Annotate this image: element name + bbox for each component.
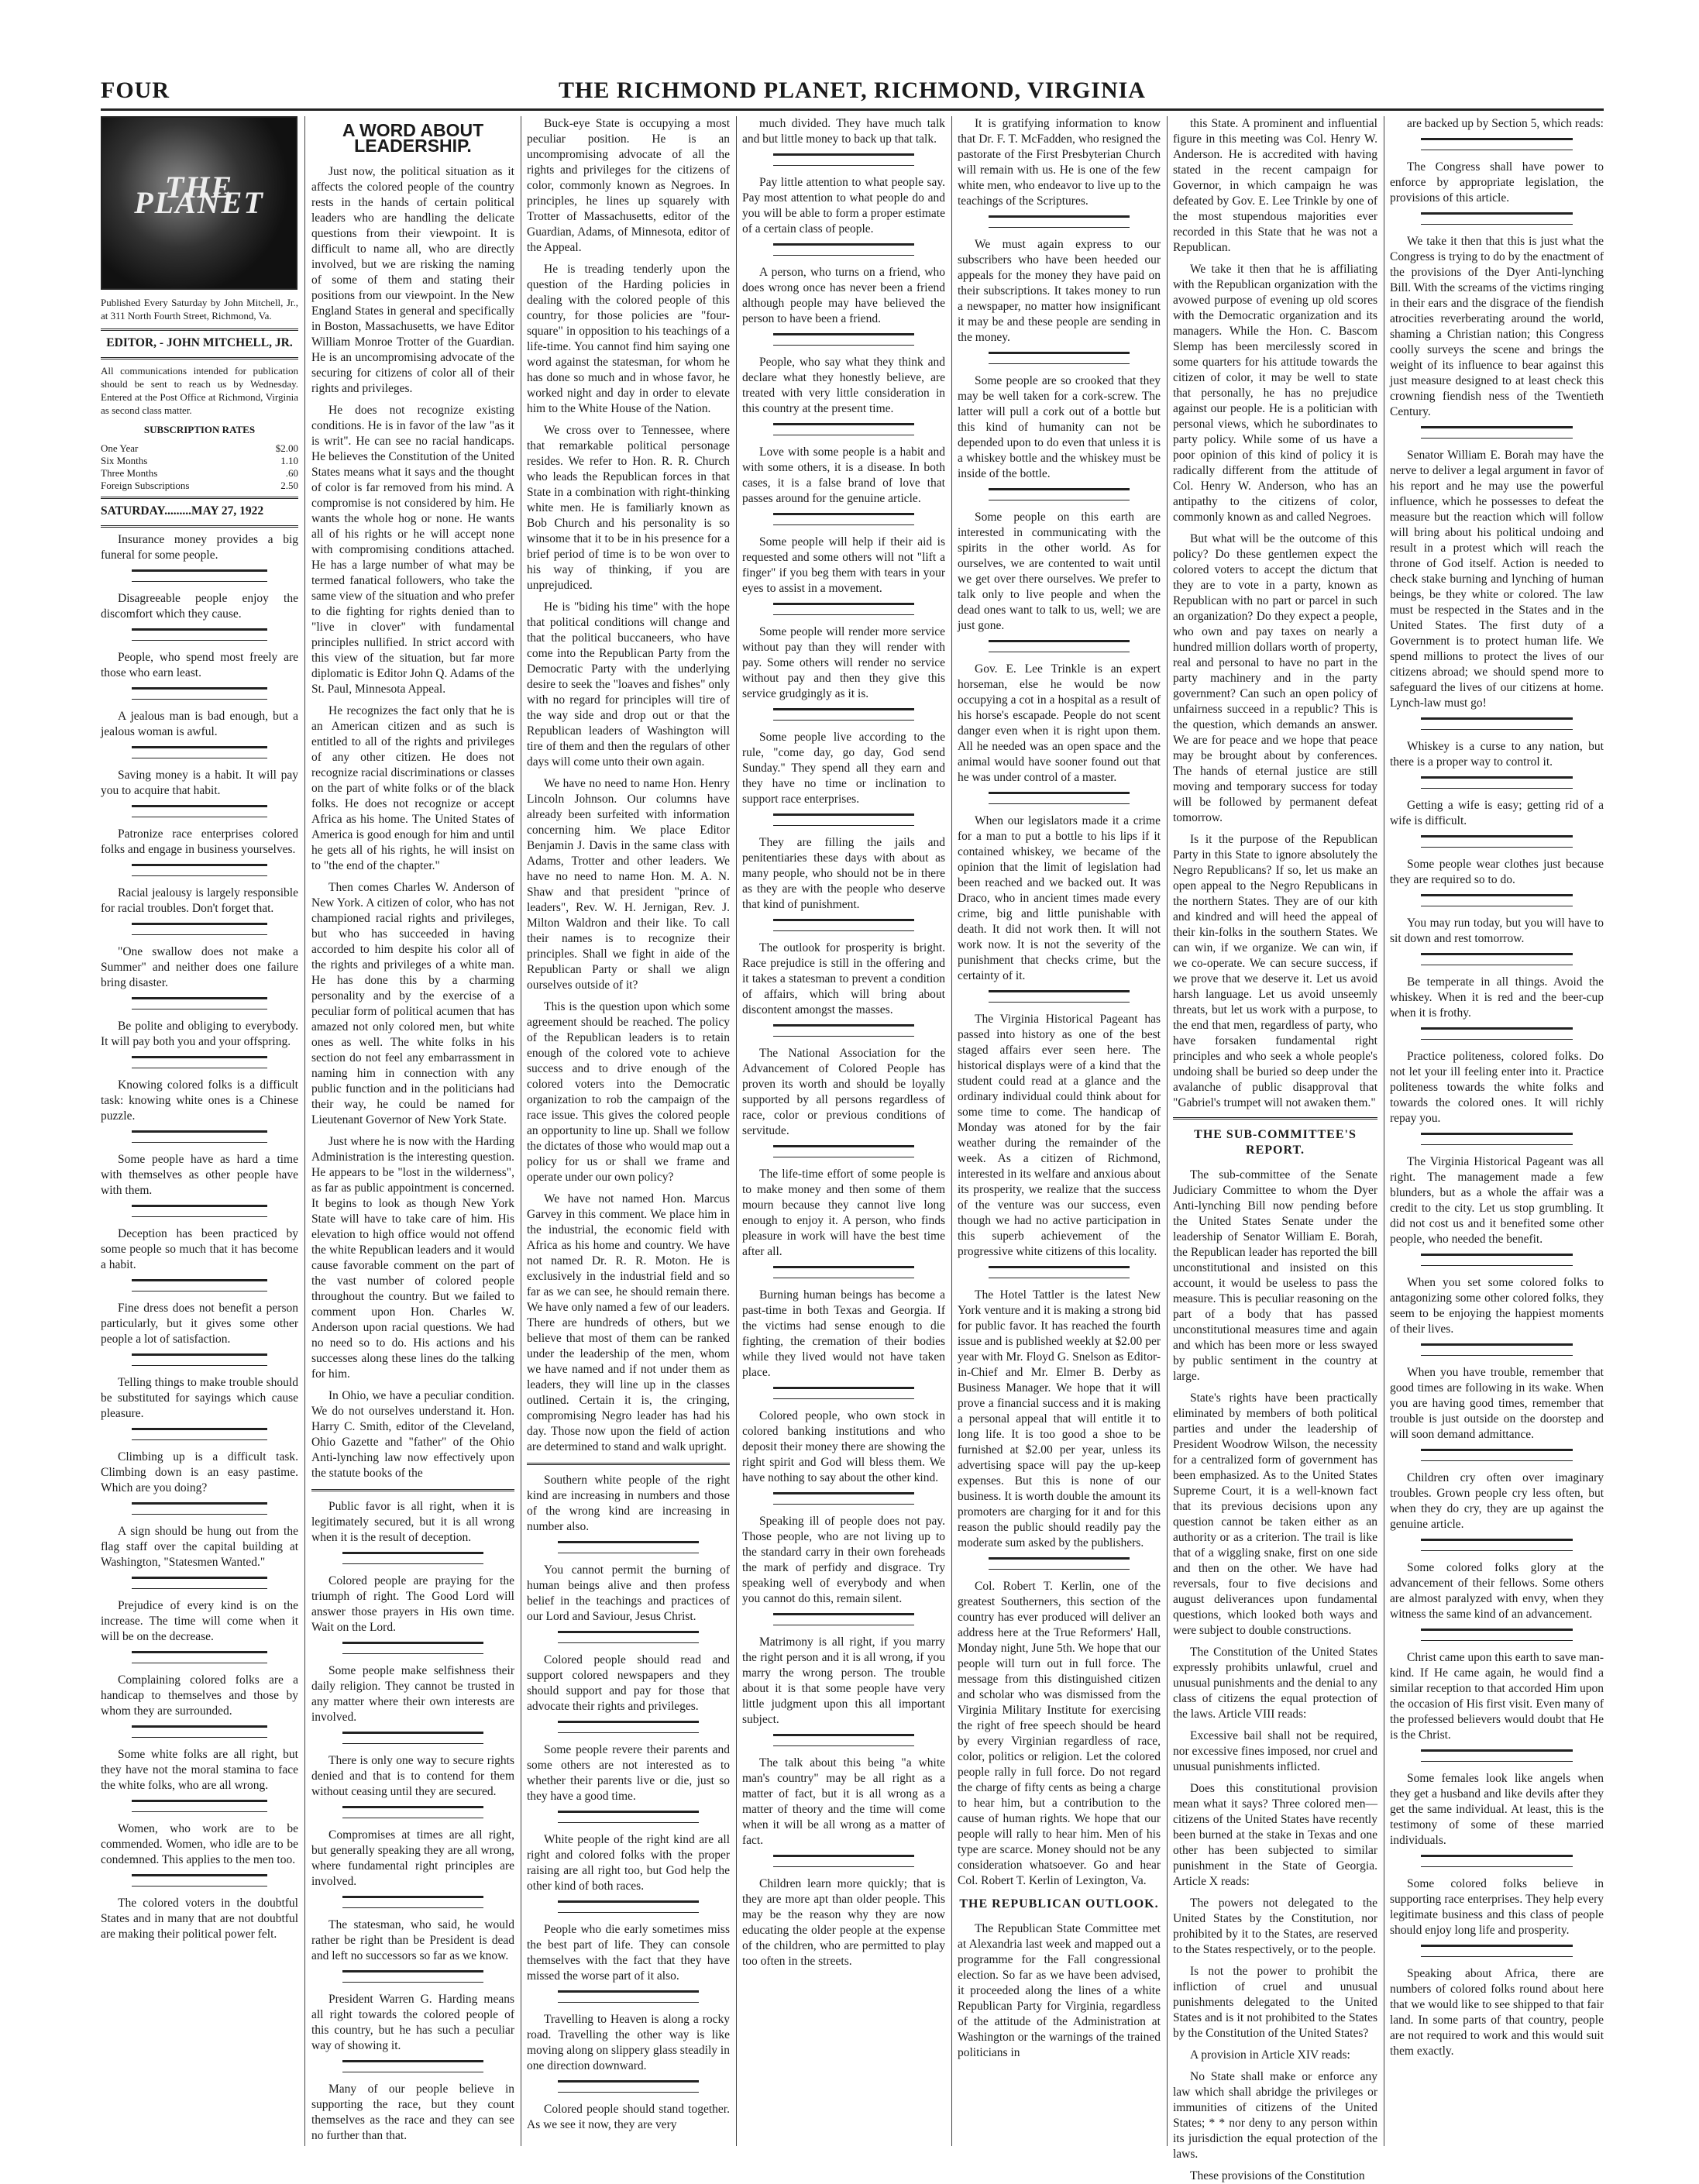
separator-rule xyxy=(132,1725,267,1738)
paragraph: People, who spend most freely are those who earn least. xyxy=(101,651,298,679)
paragraph: Be polite and obliging to everybody. It will pay both you and your offspring. xyxy=(101,1020,298,1048)
paragraph: The statesman, who said, he would rather be right than be President is dead and left no successors so far as we know. xyxy=(311,1918,514,1962)
paragraph: Some people live according to the rule, "come day, go day, God send Sunday." They spend all they earn and they have no time or inclination to support race enterprises. xyxy=(742,731,945,806)
paragraph: The life-time effort of some people is to make money and then some of them mourn because they cannot live long enough to enjoy it. A person, who finds pleasure in work will have the best time after all. xyxy=(742,1168,945,1258)
separator-rule xyxy=(1421,138,1573,150)
publication-info: Published Every Saturday by John Mitchell, Jr., at 311 North Fourth Street, Richmond, Va. xyxy=(101,297,298,322)
paragraph: Just now, the political situation as it affects the colored people of the country rests in the hands of certain political leaders who are handling the delicate questions from their viewpoint. It is difficult to name all, who are directly involved, but we are risking the naming of some of them and stating their positions from our viewpoint. In the New England States in general and specifically in Boston, Massachusetts, we have Editor William Monroe Trotter of the Guardian. He is an uncompromising advocate of the securing for citizens of color all of their rights and privileges. xyxy=(311,165,514,395)
separator-rule xyxy=(132,864,267,876)
separator-rule xyxy=(773,423,914,435)
paragraph: Colored people should read and support colored newspapers and they should support and pay for those that advocate their rights and privileges. xyxy=(527,1653,730,1713)
paragraph: Children learn more quickly; that is they are more apt than older people. This may be the reason why they are now educating the older people at the expense of the children, who are permitted to play too often in the streets. xyxy=(742,1877,945,1968)
paragraph: Gov. E. Lee Trinkle is an expert horseman, else he would be now occupying a cot in a hospital as a result of his horse's escapade. People do not scent danger even when it is right upon them. All he needed was an open space and the animal would have sooner found out that he was under control of a master. xyxy=(958,662,1161,784)
separator-rule xyxy=(132,569,267,582)
paragraph: Some colored folks glory at the advancement of their fellows. Some others are almost paralyzed with envy, when they witness the same kind of an advancement. xyxy=(1390,1561,1604,1621)
separator-rule xyxy=(558,1631,699,1643)
separator-rule xyxy=(989,1266,1130,1278)
separator-rule xyxy=(1421,1254,1573,1266)
separator-rule xyxy=(773,1024,914,1037)
separator-rule xyxy=(773,513,914,525)
separator-rule xyxy=(773,1492,914,1505)
separator-rule xyxy=(342,1970,483,1983)
paragraph: Just where he is now with the Harding Administration is the interesting question. He appears to be "lost in the wilderness", as far as public appointment is concerned. It begins to look as though New York State will have to take care of him. His elevation to high office would not offend the white Republican leaders and it would cause favorable comment on the part of the vast number of colored people throughout the country. But we failed to comment upon Hon. Charles W. Anderson upon racial questions. We had no need so to do. His actions and his successes along these lines do the talking for him. xyxy=(311,1135,514,1381)
subscription-rates xyxy=(101,442,298,492)
paragraph: Does this constitutional provision mean what it says? Three colored men—citizens of the United States have recently been burned at the stake in Texas and one other has been subjected to similar punishment in the State of Georgia. Article X reads: xyxy=(1173,1782,1377,1888)
column-4 xyxy=(742,116,945,2146)
separator-rule xyxy=(1421,1855,1573,1867)
separator-rule xyxy=(132,1874,267,1886)
paragraph: The colored voters in the doubtful States and in many that are not doubtful are making their political power felt. xyxy=(101,1897,298,1941)
paragraph: The Virginia Historical Pageant has passed into history as one of the best staged affairs ever seen here. The historical displays were of a kind that the student could read at a glance and the ordinary individual could think about for some time to come. The handicap of Monday was atoned for by the fair weather during the remainder of the week. As a citizen of Richmond, interested in its welfare and anxious about its prosperity, we realize that the success of the venture was our success, even though we had no active participation in this superb achievement of the progressive white citizens of this locality. xyxy=(958,1013,1161,1258)
paragraph: The Constitution of the United States expressly prohibits unlawful, cruel and unusual punishments and the denial to any class of citizens the equal protection of the laws. Article VIII reads: xyxy=(1173,1646,1377,1721)
paragraph: Whiskey is a curse to any nation, but there is a proper way to control it. xyxy=(1390,740,1604,769)
separator-rule xyxy=(558,2080,699,2093)
separator-rule xyxy=(558,1811,699,1823)
column-7 xyxy=(1390,116,1604,2146)
separator-rule xyxy=(342,1896,483,1908)
paragraph: Excessive bail shall not be required, nor excessive fines imposed, nor cruel and unusual punishments inflicted. xyxy=(1173,1729,1377,1773)
paragraph: Patronize race enterprises colored folks and engage in business yourselves. xyxy=(101,827,298,856)
separator-rule xyxy=(132,1279,267,1291)
paragraph: Some colored folks believe in supporting race enterprises. They help every legitimate business and this class of people should enjoy long life and prosperity. xyxy=(1390,1877,1604,1937)
paragraph: White people of the right kind are all right and colored folks with the proper raising are all right too, but God help the other kind of both races. xyxy=(527,1833,730,1893)
paragraph: Pay little attention to what people say. Pay most attention to what people do and you will be able to form a proper estimate of a certain class of people. xyxy=(742,176,945,236)
separator-rule xyxy=(989,990,1130,1003)
paragraph: The outlook for prosperity is bright. Race prejudice is still in the offering and it takes a statesman to prevent a condition of affairs, which will bring about discontent amongst the masses. xyxy=(742,941,945,1016)
paragraph: Love with some people is a habit and with some others, it is a disease. In both cases, it is a false brand of love that passes around for the genuine article. xyxy=(742,445,945,505)
paragraph: Telling things to make trouble should be substituted for sayings which cause pleasure. xyxy=(101,1376,298,1420)
masthead xyxy=(101,77,1604,111)
separator-rule xyxy=(989,488,1130,500)
editor-line: EDITOR, - JOHN MITCHELL, JR. xyxy=(106,336,293,349)
separator-rule xyxy=(132,1205,267,1217)
paragraph: Prejudice of every kind is on the increase. The time will come when it will be on the decrease. xyxy=(101,1599,298,1643)
paragraph: The Virginia Historical Pageant was all right. The management made a few blunders, but as a whole the affair was a credit to the city. Let us stop grumbling. It did not cost us and it benefited some other people, who needed the benefit. xyxy=(1390,1155,1604,1246)
separator-rule xyxy=(342,1732,483,1744)
paragraph: We cross over to Tennessee, where that remarkable political personage resides. We refer to Hon. R. R. Church who leads the Republican forces in that State in a combination with right-thinking white men. He is familiarly known as Bob Church and his personality is so winsome that it to be in his presence for a brief period of time is to be won over to his way of thinking, if you are unprejudiced. xyxy=(527,424,730,592)
paragraph: A person, who turns on a friend, who does wrong once has never been a friend although people may have believed the person to have been a friend. xyxy=(742,266,945,325)
paragraph: No State shall make or enforce any law which shall abridge the privileges or immunities of citizens of the United States; * * nor deny to any person within its jurisdiction the equal protection of the laws. xyxy=(1173,2070,1377,2161)
paragraph: Some people revere their parents and some others are not interested as to whether their parents live or die, just so they have a good time. xyxy=(527,1743,730,1803)
separator-rule xyxy=(132,1056,267,1068)
separator-rule xyxy=(558,1990,699,2003)
column-2 xyxy=(311,116,514,2146)
paragraph: Some people will render more service without pay than they will render with pay. Some others will render no service without pay and then they give this service grudgingly as it is. xyxy=(742,625,945,700)
separator-rule xyxy=(342,1806,483,1818)
dateline: SATURDAY.........MAY 27, 1922 xyxy=(101,504,264,518)
paragraph: Disagreeable people enjoy the discomfort which they cause. xyxy=(101,592,298,621)
separator-rule xyxy=(1421,776,1573,789)
paragraph: When our legislators made it a crime for a man to put a bottle to his lips if it contained whiskey, we became of the opinion that the limit of legislation had been reached and we backed out. It was Draco, who in ancient times made every crime, big and little punishable with death. It did not work then. It will not work now. It is not the severity of the punishment that checks crime, but the certainty of it. xyxy=(958,814,1161,982)
paragraph: The Republican State Committee met at Alexandria last week and mapped out a programme for the Fall congressional election. So far as we have been advised, it proceeded along the lines of a white Republican Party for Virginia, regardless of the attitude of the Administration at Washington or the warnings of the trained politicians in xyxy=(958,1922,1161,2059)
paragraph: Many of our people believe in supporting the race, but they count themselves as the race and they can see no further than that. xyxy=(311,2083,514,2142)
separator-rule xyxy=(1421,1629,1573,1641)
newspaper-page xyxy=(101,116,1604,2182)
paragraph: Public favor is all right, when it is legitimately secured, but it is all wrong when it is the result of deception. xyxy=(311,1500,514,1544)
paragraph: Colored people are praying for the triumph of right. The Good Lord will answer those prayers in His own time. Wait on the Lord. xyxy=(311,1574,514,1634)
paragraph: this State. A prominent and influential figure in this meeting was Col. Henry W. Anderson. He is accredited with having stated in the recent campaign for Governor, in which campaign he was defeated by Gov. E. Lee Trinkle by one of the most stupendous majorities ever recorded in this State that he was not a Republican. xyxy=(1173,117,1377,254)
paragraph: Some people wear clothes just because they are required so to do. xyxy=(1390,858,1604,886)
separator-rule xyxy=(1421,1945,1573,1957)
paragraph: Some people are so crooked that they may be well taken for a cork-screw. The latter will pull a cork out of a bottle but this kind of humanity can not be depended upon to do even that unless it is a whiskey bottle and the whiskey must be inside of the bottle. xyxy=(958,374,1161,480)
separator-rule xyxy=(132,1428,267,1440)
paragraph: We must again express to our subscribers who have been heeded our appeals for the money they have paid on their subscriptions. It takes money to run a newspaper, no matter how insignificant it may be and these people are sending in the money. xyxy=(958,238,1161,344)
separator-rule xyxy=(132,1353,267,1366)
paragraph: A sign should be hung out from the flag staff over the capital building at Washington, "Statesmen Wanted." xyxy=(101,1525,298,1569)
paragraph: Burning human beings has become a past-time in both Texas and Georgia. If the victims had sense enough to die fighting, the cremation of their bodies while they lived would not have taken place. xyxy=(742,1288,945,1379)
paragraph: Some females look like angels when they get a husband and like devils after they get the same individual. At least, this is the testimony of some of these married individuals. xyxy=(1390,1772,1604,1847)
paragraph: You cannot permit the burning of human beings alive and then profess belief in the teachings and practices of our Lord and Saviour, Jesus Christ. xyxy=(527,1563,730,1623)
paragraph: Compromises at times are all right, but generally speaking they are all wrong, where fundamental right principles are involved. xyxy=(311,1828,514,1888)
paragraph: Colored people should stand together. As we see it now, they are very xyxy=(527,2103,730,2131)
separator-rule xyxy=(1421,835,1573,848)
paragraph: Some people will help if their aid is requested and some others will not "lift a finger" if you beg them with tears in your eyes to assist in a movement. xyxy=(742,535,945,595)
paragraph: Then comes Charles W. Anderson of New York. A citizen of color, who has not championed racial rights and privileges, but who has succeeded in having accorded to him despite his color all of the rights and privileges of a white man. He has done this by a charming personality and by the exercise of a peculiar form of political acumen that has amazed not only colored men, but white ones as well. The white folks in his section do not feel any embarrassment in naming him in connection with any public function and in the politicians had their way, he could be named for Lieutenant Governor of New York State. xyxy=(311,881,514,1126)
rate-row: Six Months 1.10 xyxy=(101,455,298,466)
paragraph: Colored people, who own stock in colored banking institutions and who deposit their money there are showing the right spirit and God will bless them. We have nothing to say about the other kind. xyxy=(742,1409,945,1484)
paragraph: "One swallow does not make a Summer" and neither does one failure bring disaster. xyxy=(101,945,298,989)
paragraph: Matrimony is all right, if you marry the right person and it is all wrong, if you marry the wrong person. The trouble about it is that some people have very little judgment upon this all important subject. xyxy=(742,1635,945,1726)
separator-rule xyxy=(773,153,914,166)
paragraph: He is "biding his time" with the hope that political conditions will change and that the political buccaneers, who have come into the Republican Party from the Democratic Party with the underlying desire to seek the "loaves and fishes" only with no regard for principles will tire of the way side and drop out or that the Republican leaders of Washington will tire of them and then the regulars of other days will come unto their own again. xyxy=(527,600,730,769)
paragraph: Christ came upon this earth to save man-kind. If He came again, he would find a similar reception to that accorded Him upon the occasion of His first visit. Even many of the professed believers would doubt that He is the Christ. xyxy=(1390,1651,1604,1742)
rate-row: Three Months .60 xyxy=(101,467,298,479)
separator-rule xyxy=(132,687,267,700)
paragraph: Is not the power to prohibit the infliction of cruel and unusual punishments delegated to the United States and is it not prohibited to the States by the Constitution of the United States? xyxy=(1173,1965,1377,2040)
paragraph: Children cry often over imaginary troubles. Grown people cry less often, but when they do cry, they are up against the genuine article. xyxy=(1390,1471,1604,1531)
separator-rule xyxy=(989,215,1130,228)
subhead-republican-outlook: THE REPUBLICAN OUTLOOK. xyxy=(959,1897,1159,1911)
separator-rule xyxy=(132,1577,267,1589)
paragraph: are backed up by Section 5, which reads: xyxy=(1407,117,1604,130)
column-3 xyxy=(527,116,730,2146)
paragraph: Insurance money provides a big funeral for some people. xyxy=(101,533,298,562)
paragraph: Speaking ill of people does not pay. Those people, who are not living up to the standard carry in their own foreheads the mark of perfidy and disgrace. Try speaking well of everybody and when you cannot do this, remain silent. xyxy=(742,1515,945,1605)
separator-rule xyxy=(1421,1749,1573,1762)
separator-rule xyxy=(1421,894,1573,906)
paragraph: He does not recognize existing conditions. He is in favor of the law "as it is writ". He can see no racial handicaps. He believes the Constitution of the United States means what it says and the thought of color is far removed from his mind. A compromise is not considered by him. He wants the whole hog or none. He wants all of his rights or he will accept none with compromising conditions attached. He has a large number of what may be termed fanatical followers, who take the same view of the situation and who prefer to die fighting for rights denied than to "live in clover" with fundamental principles nullified. In strict accord with this view of the situation, but far more diplomatic is Editor John Q. Adams of the St. Paul, Minnesota Appeal. xyxy=(311,404,514,696)
rate-row: One Year $2.00 xyxy=(101,442,298,454)
separator-rule xyxy=(773,333,914,346)
separator-rule xyxy=(132,805,267,817)
separator-rule xyxy=(558,1721,699,1733)
separator-rule xyxy=(989,640,1130,652)
paragraph: Senator William E. Borah may have the nerve to deliver a legal argument in favor of his report and he may use the powerful influence, which he possesses to defeat the measure but the reaction which will follow will bring about his political undoing and result in a protest which will reach the throne of God itself. Action is needed to check stake burning and lynching of human beings, be they white or colored. The law must be respected in the States and in the United States. The first duty of a Government is to protect human life. We spend millions to protect the lives of our citizens abroad; we should spend more to safeguard the lives of our citizens at home. Lynch-law must go! xyxy=(1390,449,1604,710)
paragraph: State's rights have been practically eliminated by members of both political parties and under the leadership of President Woodrow Wilson, the necessity for a centralized form of government has been emphasized. As to the United States Supreme Court, it is a well-known fact that its previous decisions upon any question cannot be taken either as an authority or as a criterion. The trail is like that of a wiggling snake, first on one side and then on the other. We have had reversals, four to five decisions and august deliverances upon fundamental questions, which looked both ways and were subject to double constructions. xyxy=(1173,1391,1377,1637)
rates-heading: SUBSCRIPTION RATES xyxy=(143,424,256,435)
column-6 xyxy=(1173,116,1377,2182)
paragraph: A provision in Article XIV reads: xyxy=(1190,2048,1350,2062)
paragraph: much divided. They have much talk and but little money to back up that talk. xyxy=(742,117,945,146)
separator-rule xyxy=(773,1387,914,1399)
paragraph: People who die early sometimes miss the best part of life. They can console themselves with the fact that they have missed the worse part of it also. xyxy=(527,1923,730,1983)
separator-rule xyxy=(773,919,914,931)
paragraph: He recognizes the fact only that he is an American citizen and as such is entitled to all of the rights and privileges of any other citizen. He does not recognize racial discriminations or classes on the part of white folks or of the black folks. He does not recognize or accept Africa as his home. The United States of America is good enough for him and until he gets all of his rights, he will insist on to "the end of the chapter." xyxy=(311,704,514,872)
paragraph: Practice politeness, colored folks. Do not let your ill feeling enter into it. Practice politeness towards the white folks and towards the colored ones. It will richly repay you. xyxy=(1390,1050,1604,1125)
separator-rule xyxy=(132,1502,267,1515)
paragraph: The Hotel Tattler is the latest New York venture and it is making a strong bid for public favor. It has reached the fourth issue and is published weekly at $2.00 per year with Mr. Floyd G. Snelson as Editor-in-Chief and Mr. Elmer B. Derby as Business Manager. We hope that it will prove a financial success and it is making a personal appeal that will entitle it to long life. It is too good a shoe to be furnished at $2.00 per year, unless its advertising space will pay the up-keep expenses. But this is none of our business. It is worth double the amount its promoters are charging for it and for this reason the public should readily pay the moderate sum asked by the publishers. xyxy=(958,1288,1161,1549)
paragraph: People, who say what they think and declare what they honestly believe, are treated with very little consideration in this country at the present time. xyxy=(742,356,945,415)
paragraph: The National Association for the Advancement of Colored People has proven its worth and should be loyally supported by all persons regardless of race, color or previous conditions of servitude. xyxy=(742,1047,945,1137)
paragraph: The powers not delegated to the United States by the Constitution, nor prohibited by it to the States, are reserved to the States respectively, or to the people. xyxy=(1173,1897,1377,1956)
rate-row: Foreign Subscriptions 2.50 xyxy=(101,480,298,491)
paragraph: Women, who work are to be commended. Women, who idle are to be condemned. This applies to the men too. xyxy=(101,1822,298,1866)
separator-rule xyxy=(1421,1539,1573,1551)
paragraph: Some people have as hard a time with themselves as other people have with them. xyxy=(101,1153,298,1197)
paragraph: Getting a wife is easy; getting rid of a wife is difficult. xyxy=(1390,799,1604,827)
separator-rule xyxy=(773,603,914,615)
paragraph: We take it then that this is just what the Congress is trying to do by the enactment of the provisions of the Dyer Anti-lynching Bill. With the screams of the victims ringing in their ears and the disgrace of the fiendish atrocities reverberating around the world, shaming a Christian nation; this Congress coolly surveys the scene and brings the weight of its influence to bear against this just measure designed to at least check this crowning fiendish ness of the Twentieth Century. xyxy=(1390,235,1604,418)
separator-rule xyxy=(1421,1027,1573,1040)
paragraph: Fine dress does not benefit a person particularly, but it gives some other people a lot of satisfaction. xyxy=(101,1302,298,1346)
separator-rule xyxy=(1421,1449,1573,1461)
paragraph: Deception has been practiced by some people so much that it has become a habit. xyxy=(101,1227,298,1271)
paragraph: Col. Robert T. Kerlin, one of the greatest Southerners, this section of the country has ever produced will deliver an address here at the True Reformers' Hall, Monday night, June 5th. We hope that our people will turn out in full force. The message from this distinguished citizen and scholar who was dismissed from the Virginia Military Institute for exercising the right of free speech should be heard by every Virginian regardless of race, color, politics or religion. Let the colored people rally in full force. Do not regard the charge of fifty cents as being a charge to hear him, but a contribution to the cause of human rights. We hope that our people will rally to hear him. Men of his type are scarce. Money should not be any consideration whatsoever. Go and hear Col. Robert T. Kerlin of Lexington, Va. xyxy=(958,1580,1161,1887)
paragraph: President Warren G. Harding means all right towards the colored people of this country, but he has such a peculiar way of showing it. xyxy=(311,1993,514,2052)
page-number: FOUR xyxy=(101,77,170,103)
paragraph: Racial jealousy is largely responsible for racial troubles. Don't forget that. xyxy=(101,886,298,915)
separator-rule xyxy=(773,1613,914,1625)
paragraph: There is only one way to secure rights denied and that is to contend for them without ceasing until they are secured. xyxy=(311,1754,514,1798)
paragraph: When you have trouble, remember that good times are following in its wake. When you are having good times, remember that trouble is just outside on the doorstep and will soon demand admittance. xyxy=(1390,1366,1604,1441)
paragraph: These provisions of the Constitution xyxy=(1190,2169,1365,2182)
separator-rule xyxy=(132,923,267,935)
paragraph: Some people make selfishness their daily religion. They cannot be trusted in any matter where their own interests are involved. xyxy=(311,1664,514,1724)
separator-rule xyxy=(342,1552,483,1564)
separator-rule xyxy=(773,1266,914,1278)
paragraph: We have not named Hon. Marcus Garvey in this comment. We place him in the industrial, the economic field with Africa as his home and country. We have not named Dr. R. R. Moton. He is exclusively in the industrial field and so far as we can see, he should remain there. We have only named a few of our leaders. There are hundreds of others, but we believe that most of them can be ranked under the leadership of the men, whom we have named and if not under them as leaders, they will line up in the classes outlined. Certain it is, the cringing, compromising Negro leader has had his day. Those now upon the field of action are determined to stand and walk upright. xyxy=(527,1192,730,1453)
planet-logo: THE PLANET xyxy=(101,116,297,290)
paragraph: Travelling to Heaven is along a rocky road. Travelling the other way is like moving along on slippery glass steadily in one direction downward. xyxy=(527,2013,730,2072)
paragraph: Southern white people of the right kind are increasing in numbers and those of the wrong kind are increasing in number also. xyxy=(527,1474,730,1533)
separator-rule xyxy=(773,1145,914,1157)
paragraph: But what will be the outcome of this policy? Do these gentlemen expect the colored voters to accept the dictum that they are to vote in a party, known as Republican with no part or parcel in such an organization? Do they expect a people, who own and pay taxes on nearly a hundred million dollars worth of property, real and personal to have no part in the party machinery and in the party government? Can such an open policy of unfairness succeed in a republic? This is the question, which demands an answer. We are for peace and we hope that peace may be brought about by conferences. The hands of eternal justice are still moving and temporary success for today will be followed by permanent defeat tomorrow. xyxy=(1173,532,1377,824)
paragraph: Some white folks are all right, but they have not the moral stamina to face the white folks, who are all wrong. xyxy=(101,1748,298,1792)
separator-rule xyxy=(1421,953,1573,965)
separator-rule xyxy=(132,1130,267,1143)
paragraph: Knowing colored folks is a difficult task: knowing white ones is a Chinese puzzle. xyxy=(101,1078,298,1123)
paragraph: Speaking about Africa, there are numbers of colored folks round about here that we would like to see shipped to that fair land. In some parts of that country, people are not required to work and this would suit them exactly. xyxy=(1390,1967,1604,2058)
paragraph: In Ohio, we have a peculiar condition. We do not ourselves understand it. Hon. Harry C. Smith, editor of the Cleveland, Ohio Gazette and "father" of the Ohio Anti-lynching law now effectively upon the statute books of the xyxy=(311,1389,514,1480)
paragraph: Saving money is a habit. It will pay you to acquire that habit. xyxy=(101,769,298,797)
separator-rule xyxy=(1421,717,1573,730)
paragraph: Be temperate in all things. Avoid the whiskey. When it is red and the beer-cup when it is frothy. xyxy=(1390,975,1604,1020)
paragraph: When you set some colored folks to antagonizing some other colored folks, they seem to be enjoying the happiest moments of their lives. xyxy=(1390,1276,1604,1336)
headline: A WORD ABOUT LEADERSHIP. xyxy=(342,120,484,156)
paragraph: Is it the purpose of the Republican Party in this State to ignore absolutely the Negro Republicans? If so, let us make an open appeal to the Negro Republicans in the northern States. They are of our kith and kindred and will heed the appeal of their kin-folks in the southern States. We can win, if we organize. We can win, if we co-operate. We can secure success, if we prove that we deserve it. Let us avoid harsh language. Let us avoid unseemly threats, but let us work with a purpose, to the end that men, regardless of party, who have forsaken fundamental right principles and who seek a whole people's undoing shall be buried so deep under the avalanche of public disapproval that "Gabriel's trumpet will not awaken them." xyxy=(1173,833,1377,1109)
separator-rule xyxy=(773,813,914,826)
separator-rule xyxy=(132,997,267,1009)
separator-rule xyxy=(558,1900,699,1913)
paragraph: You may run today, but you will have to sit down and rest tomorrow. xyxy=(1390,917,1604,945)
paragraph: The talk about this being "a white man's country" may be all right as a matter of fact, but it is all wrong as a matter of theory and the time will come when it will be all wrong as a matter of fact. xyxy=(742,1756,945,1847)
separator-rule xyxy=(1421,426,1573,439)
newspaper-title: THE RICHMOND PLANET, RICHMOND, VIRGINIA xyxy=(559,77,1146,103)
column-5 xyxy=(958,116,1161,2146)
paragraph: The Congress shall have power to enforce by appropriate legislation, the provisions of this article. xyxy=(1390,160,1604,205)
paragraph: Complaining colored folks are a handicap to themselves and those by whom they are surrounded. xyxy=(101,1673,298,1718)
separator-rule xyxy=(773,1734,914,1746)
separator-rule xyxy=(773,708,914,721)
separator-rule xyxy=(773,243,914,256)
paragraph: He is treading tenderly upon the question of the Harding policies in dealing with the colored people of this country, for those policies are "four-square" in opposition to his teachings of a life-time. You cannot find him saying one word against the statesman, for whom he has done so much and in whose favor, he worked night and day in order to elevate him to the White House of the Nation. xyxy=(527,263,730,415)
paragraph: This is the question upon which some agreement should be reached. The policy of the Republican leaders is to retain enough of the colored vote to achieve success and to drive enough of the colored voters into the Democratic organization to rob the campaign of the race issue. This gives the colored people an opportunity to line up. Shall we follow the dictates of those who would map out a policy for us or shall we frame and operate under our own policy? xyxy=(527,1000,730,1184)
separator-rule xyxy=(132,1800,267,1812)
notice: All communications intended for publication should be sent to reach us by Wednesday. Entered at the Post Office at Richmond, Virginia as second class matter. xyxy=(101,365,298,416)
paragraph: Some people on this earth are interested in communicating with the spirits in the other world. As for ourselves, we are contented to wait until we get over there ourselves. We prefer to talk only to live people and when the dead ones want to talk to us, well; we are just gone. xyxy=(958,511,1161,632)
separator-rule xyxy=(132,1651,267,1663)
paragraph: We have no need to name Hon. Henry Lincoln Johnson. Our columns have already been surfeited with information concerning him. We place Editor Benjamin J. Davis in the same class with Adams, Trotter and other leaders. We have no need to name Hon. M. A. N. Shaw and that president "prince of leaders", Rev. W. H. Jernigan, Rev. J. Milton Waldron and their like. To call their names is to recognize their principles. Shall we fight in aide of the Republican Party or shall we align ourselves outside of it? xyxy=(527,777,730,992)
paragraph: Buck-eye State is occupying a most peculiar position. He is an uncompromising advocate of all the rights and privileges for the citizens of color, commonly known as Negroes. In principles, he lines up squarely with Trotter of Massachusetts, editor of the Guardian, Adams, of Minnesota, editor of the Appeal. xyxy=(527,117,730,254)
separator-rule xyxy=(342,2060,483,2072)
paragraph: They are filling the jails and penitentiaries these days with about as many people, who should not be in there as they are with the people who deserve that kind of punishment. xyxy=(742,836,945,911)
column-1 xyxy=(101,116,298,2146)
paragraph: It is gratifying information to know that Dr. F. T. McFadden, who resigned the pastorate of the First Presbyterian Church will remain with us. He is one of the few white men, who endeavor to live up to the teachings of the Scriptures. xyxy=(958,117,1161,208)
separator-rule xyxy=(132,628,267,641)
separator-rule xyxy=(773,1855,914,1867)
paragraph: The sub-committee of the Senate Judiciary Committee to whom the Dyer Anti-lynching Bill now pending before the United States Senate under the leadership of Senator William E. Borah, the Republican leader has reported the bill unconstitutional and insisted on this account, it would be useless to pass the measure. This is peculiar reasoning on the part of a body that has passed unconstitutional measures time and again and which has been more or less swayed by public sentiment in the country at large. xyxy=(1173,1168,1377,1383)
paragraph: We take it then that he is affiliating with the Republican organization with the avowed purpose of evening up old scores with the Democratic organization and its managers. While the Hon. C. Bascom Slemp has been mercilessly scored in some quarters for his attitude towards the citizen of color, it may be well to state that personally, he has no prejudice against our people. He is a politician with personal views, which he subordinates to party policy. While some of us have a poor opinion of this kind of policy it is radically different from the attitude of Col. Henry W. Anderson, who has an antipathy to the citizens of color, commonly known as and called Negroes. xyxy=(1173,263,1377,524)
subhead-sub-committee-report: THE SUB-COMMITTEE'S REPORT. xyxy=(1194,1128,1357,1157)
separator-rule xyxy=(558,1541,699,1553)
paragraph: Climbing up is a difficult task. Climbing down is an easy pastime. Which are you doing? xyxy=(101,1450,298,1494)
paragraph: A jealous man is bad enough, but a jealous woman is awful. xyxy=(101,710,298,738)
separator-rule xyxy=(342,1642,483,1654)
separator-rule xyxy=(989,1557,1130,1570)
separator-rule xyxy=(1421,212,1573,225)
separator-rule xyxy=(132,746,267,758)
separator-rule xyxy=(1421,1133,1573,1145)
separator-rule xyxy=(989,352,1130,364)
separator-rule xyxy=(989,792,1130,804)
separator-rule xyxy=(1421,1343,1573,1356)
